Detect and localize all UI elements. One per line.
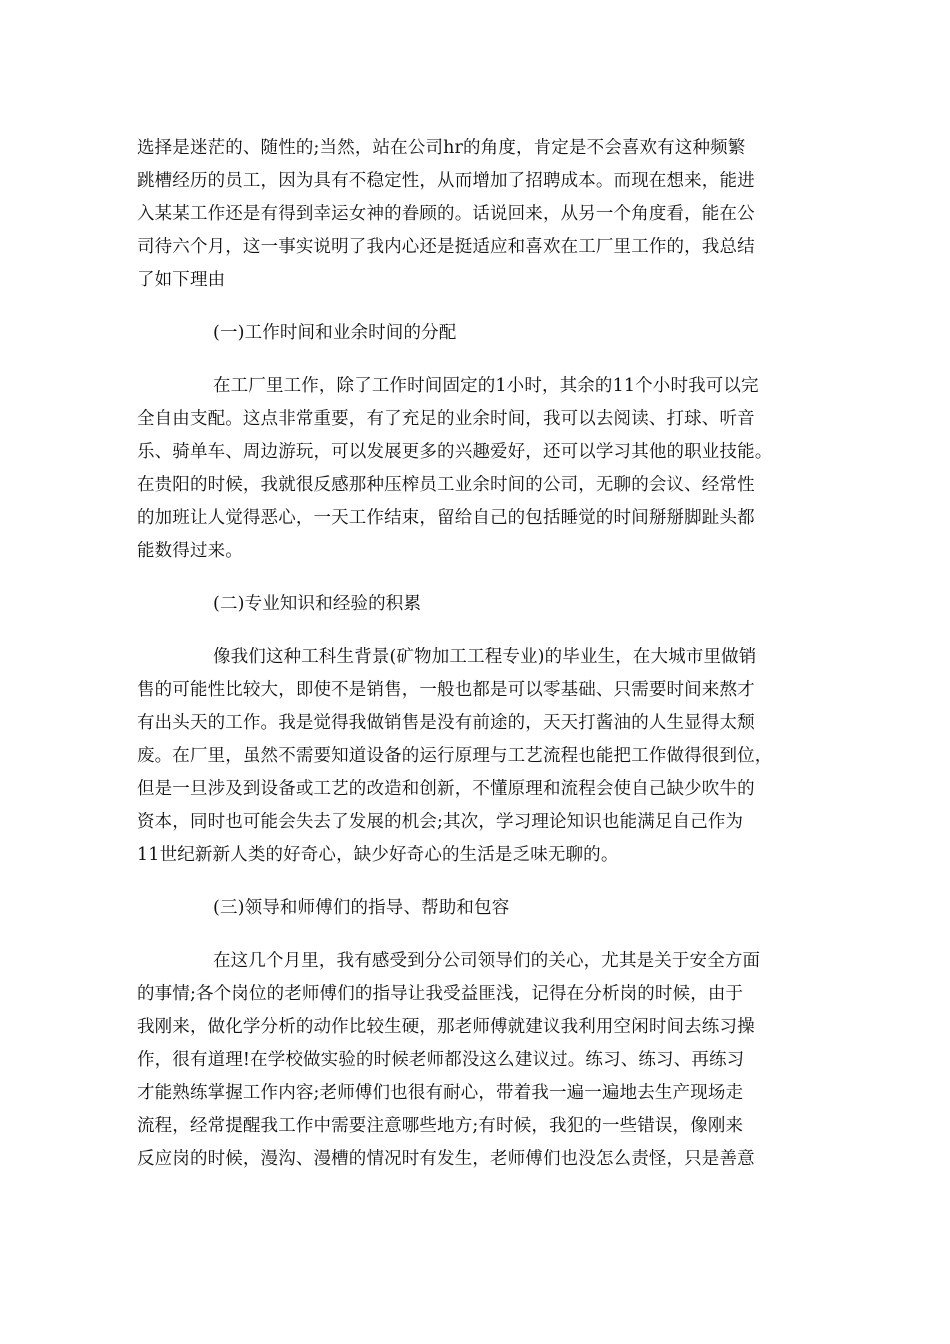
text-line: 资本，同时也可能会失去了发展的机会;其次，学习理论知识也能满足自己作为 — [137, 812, 744, 832]
text-line: 在贵阳的时候，我就很反感那种压榨员工业余时间的公司，无聊的会议、经常性 — [137, 475, 755, 495]
paragraph-section-1 — [137, 370, 823, 568]
paragraph-spacer — [137, 872, 823, 892]
text-line: 入某某工作还是有得到幸运女神的眷顾的。话说回来，从另一个角度看，能在公 — [137, 204, 755, 224]
section-heading: (一)工作时间和业余时间的分配 — [213, 323, 457, 343]
text-line: 反应岗的时候，漫沟、漫槽的情况时有发生，老师傅们也没怎么责怪，只是善意 — [137, 1149, 755, 1169]
text-line: 跳槽经历的员工，因为具有不稳定性，从而增加了招聘成本。而现在想来，能进 — [137, 171, 755, 191]
section-heading-3 — [137, 892, 823, 925]
text-line: 的加班让人觉得恶心，一天工作结束，留给自己的包括睡觉的时间掰掰脚趾头都 — [137, 508, 755, 528]
text-line: 废。在厂里，虽然不需要知道设备的运行原理与工艺流程也能把工作做得很到位， — [137, 746, 773, 766]
text-line: 我刚来，做化学分析的动作比较生硬，那老师傅就建议我利用空闲时间去练习操 — [137, 1017, 755, 1037]
text-line: 了如下理由 — [137, 270, 226, 290]
text-line: 有出头天的工作。我是觉得我做销售是没有前途的，天天打酱油的人生显得太颓 — [137, 713, 755, 733]
section-heading-2 — [137, 588, 823, 621]
text-line: 全自由支配。这点非常重要，有了充足的业余时间，我可以去阅读、打球、听音 — [137, 409, 755, 429]
text-line: 司待六个月，这一事实说明了我内心还是挺适应和喜欢在工厂里工作的，我总结 — [137, 237, 755, 257]
text-line: 11世纪新新人类的好奇心，缺少好奇心的生活是乏味无聊的。 — [137, 845, 619, 865]
text-line: 在工厂里工作，除了工作时间固定的1小时，其余的11个小时我可以完 — [213, 376, 759, 396]
text-line: 作，很有道理!在学校做实验的时候老师都没这么建议过。练习、练习、再练习 — [137, 1050, 745, 1070]
text-line: 流程，经常提醒我工作中需要注意哪些地方;有时候，我犯的一些错误，像刚来 — [137, 1116, 744, 1136]
text-line: 才能熟练掌握工作内容;老师傅们也很有耐心，带着我一遍一遍地去生产现场走 — [137, 1083, 744, 1103]
text-line: 像我们这种工科生背景(矿物加工工程专业)的毕业生，在大城市里做销 — [213, 647, 757, 667]
paragraph-spacer — [137, 621, 823, 641]
section-heading-1 — [137, 317, 823, 350]
document-body — [137, 132, 823, 1176]
section-heading: (三)领导和师傅们的指导、帮助和包容 — [213, 898, 510, 918]
paragraph-spacer — [137, 297, 823, 317]
text-line: 但是一旦涉及到设备或工艺的改造和创新，不懂原理和流程会使自己缺少吹牛的 — [137, 779, 755, 799]
text-line: 售的可能性比较大，即使不是销售，一般也都是可以零基础、只需要时间来熬才 — [137, 680, 755, 700]
section-heading: (二)专业知识和经验的积累 — [213, 594, 422, 614]
text-line: 乐、骑单车、周边游玩，可以发展更多的兴趣爱好，还可以学习其他的职业技能。 — [137, 442, 773, 462]
paragraph-spacer — [137, 350, 823, 370]
paragraph-section-3 — [137, 945, 823, 1176]
paragraph-spacer — [137, 925, 823, 945]
paragraph-section-2 — [137, 641, 823, 872]
paragraph-spacer — [137, 568, 823, 588]
text-line: 选择是迷茫的、随性的;当然，站在公司hr的角度，肯定是不会喜欢有这种频繁 — [137, 138, 746, 158]
text-line: 的事情;各个岗位的老师傅们的指导让我受益匪浅，记得在分析岗的时候，由于 — [137, 984, 744, 1004]
text-line: 在这几个月里，我有感受到分公司领导们的关心，尤其是关于安全方面 — [213, 951, 761, 971]
text-line: 能数得过来。 — [137, 541, 243, 561]
paragraph-intro — [137, 132, 823, 297]
